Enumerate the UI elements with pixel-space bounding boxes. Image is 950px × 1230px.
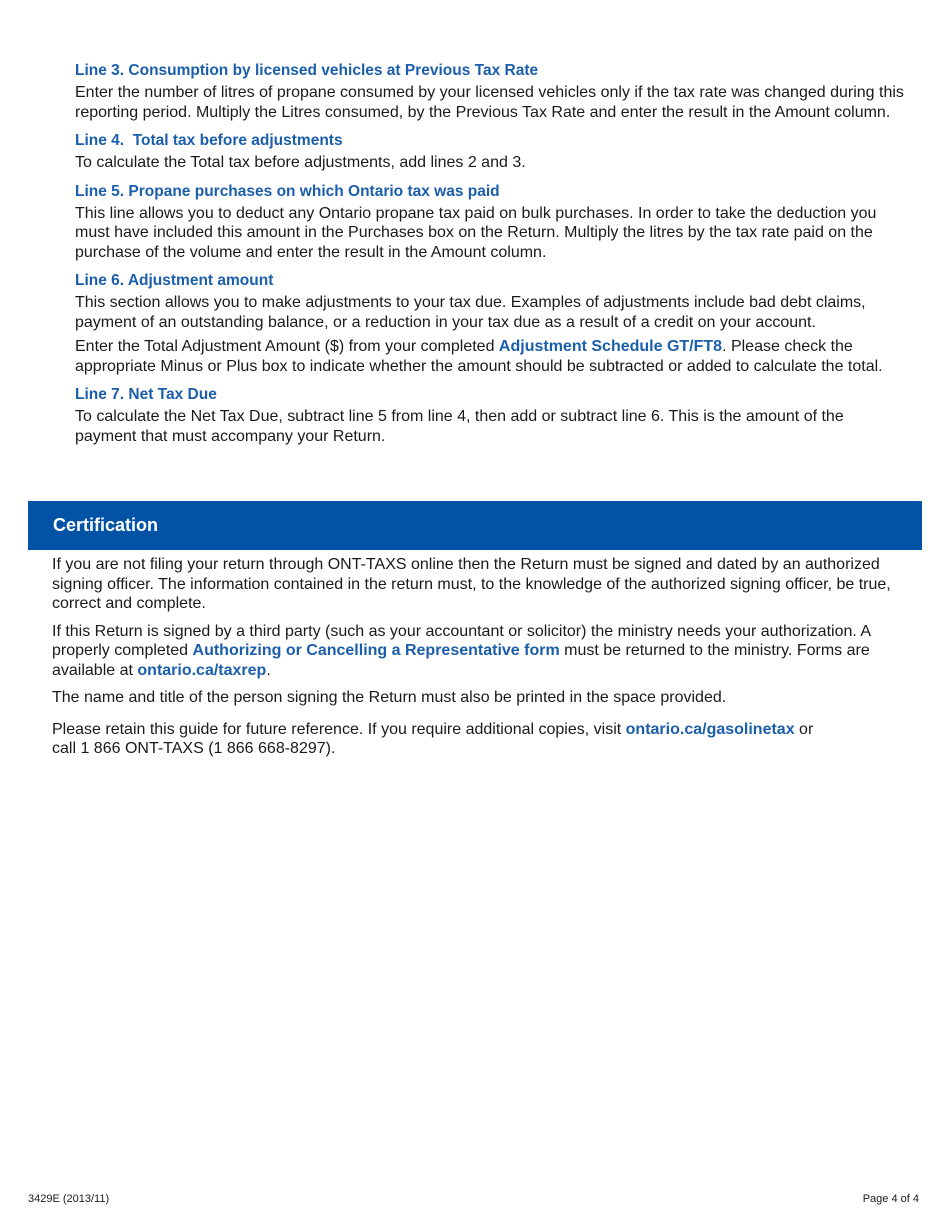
certification-signing-text: If you are not filing your return through ONT-TAXS online then the Return must be signed and dated by an authorized signing officer. The information contained in the return must, to the knowledge of the authorized signing officer, be true, correct and complete. <box>52 556 891 612</box>
certification-name-title-text: The name and title of the person signing the Return must also be printed in the space provided. <box>52 689 727 706</box>
text-span: must be returned to the ministry. Forms are available at <box>52 642 870 679</box>
text-span: If this Return is signed by a third party (such as your accountant or solicitor) the ministry needs your authorization. A properly completed <box>52 622 871 659</box>
text-span: Please retain this guide for future reference. If you require additional copies, visit <box>52 720 626 738</box>
form-number: 3429E (2013/11) <box>28 1193 110 1205</box>
text-span: call 1 866 ONT-TAXS (1 866 668-8297). <box>52 740 336 757</box>
text-span: . Please check the appropriate Minus or Plus box to indicate whether the amount should be subtracted or added to calculate the total. <box>75 338 883 375</box>
line-6-adjustment-text <box>75 337 905 376</box>
text-span: . <box>266 661 271 679</box>
certification-title: Certification <box>53 515 159 535</box>
representative-form-link[interactable]: Authorizing or Cancelling a Representative form <box>192 642 560 659</box>
adjustment-schedule-link[interactable]: Adjustment Schedule GT/FT8 <box>498 338 723 355</box>
page-number: Page 4 of 4 <box>862 1193 919 1205</box>
line-5-heading: Line 5. Propane purchases on which Ontario tax was paid <box>75 182 500 200</box>
line-7-text: To calculate the Net Tax Due, subtract line 5 from line 4, then add or subtract line 6. This is the amount of the payment that must accompany your Return. <box>75 408 844 445</box>
certification-retain-guide-text <box>52 720 902 759</box>
line-6-text: This section allows you to make adjustments to your tax due. Examples of adjustments include bad debt claims, payment of an outstanding balance, or a reduction in your tax due as a result of a credit on your account. <box>75 294 866 331</box>
line-6-heading: Line 6. Adjustment amount <box>75 272 274 289</box>
certification-banner <box>28 501 922 550</box>
line-3-section <box>75 61 905 122</box>
line-4-section <box>75 131 905 173</box>
line-3-heading: Line 3. Consumption by licensed vehicles at Previous Tax Rate <box>75 62 539 79</box>
certification-body <box>52 555 902 767</box>
line-4-heading: Line 4. Total tax before adjustments <box>75 132 343 149</box>
line-5-text: This line allows you to deduct any Ontario propane tax paid on bulk purchases. In order to take the deduction you must have included this amount in the Purchases box on the Return. Multiply the litres by the tax rate paid on the purchase of the volume and enter the result in the Amount column. <box>75 204 877 261</box>
line-5-section <box>75 182 905 263</box>
line-4-text: To calculate the Total tax before adjustments, add lines 2 and 3. <box>75 154 526 171</box>
line-7-section <box>75 385 905 446</box>
certification-third-party-text <box>52 622 902 681</box>
line-7-heading: Line 7. Net Tax Due <box>75 386 217 403</box>
text-span: or <box>794 720 814 738</box>
line-instructions <box>75 61 905 455</box>
gasolinetax-link[interactable]: ontario.ca/gasolinetax <box>625 720 795 738</box>
line-6-section <box>75 271 905 376</box>
taxrep-link[interactable]: ontario.ca/taxrep <box>137 661 267 679</box>
line-3-text: Enter the number of litres of propane consumed by your licensed vehicles only if the tax rate was changed during this reporting period. Multiply the Litres consumed, by the Previous Tax Rate and enter the result in the Amount column. <box>75 84 904 121</box>
text-span: Enter the Total Adjustment Amount ($) from your completed <box>75 338 499 355</box>
